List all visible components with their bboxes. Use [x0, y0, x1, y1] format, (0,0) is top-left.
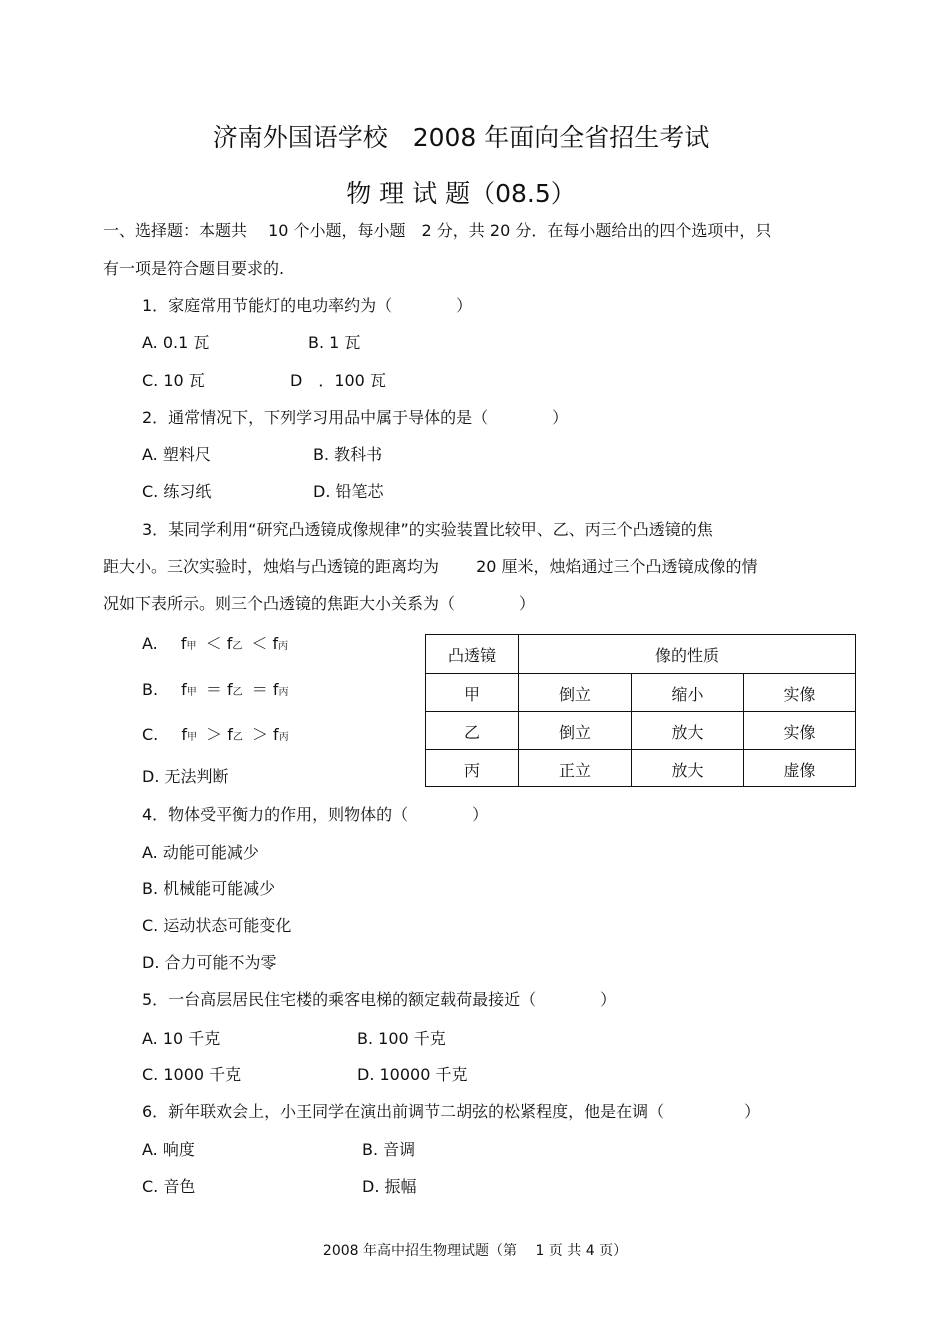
table-cell: 实像	[744, 674, 856, 712]
table-cell: 甲	[426, 674, 519, 712]
q3-option-c: C. f甲 ＞ f乙 ＞ f丙	[142, 725, 289, 744]
q3-option-a: A. f甲 ＜ f乙 ＜ f丙	[142, 634, 289, 653]
table-header-cell: 凸透镜	[426, 635, 519, 674]
table-row	[426, 750, 856, 787]
q3-option-b: B. f甲 ＝ f乙 ＝ f丙	[142, 680, 289, 699]
page-footer: 2008 年高中招生物理试题（第 1 页 共 4 页）	[322, 1243, 628, 1259]
q4-option-b: B. 机械能可能减少	[142, 879, 276, 898]
option-label: B.	[142, 680, 159, 699]
table-row	[426, 712, 856, 750]
q2-option-c: C. 练习纸	[142, 482, 212, 501]
table-cell: 倒立	[519, 712, 632, 750]
q6-option-d: D. 振幅	[362, 1177, 417, 1196]
table-header-cell: 像的性质	[519, 635, 856, 674]
q6-option-b: B. 音调	[362, 1140, 416, 1159]
q1-stem: 1．家庭常用节能灯的电功率约为（ ）	[142, 296, 473, 315]
q3-stem-line2: 距大小。三次实验时，烛焰与凸透镜的距离均为 20 厘米，烛焰通过三个凸透镜成像的情	[103, 557, 758, 576]
q5-option-a: A. 10 千克	[142, 1029, 221, 1048]
table-cell: 乙	[426, 712, 519, 750]
table-cell: 倒立	[519, 674, 632, 712]
q4-option-d: D. 合力可能不为零	[142, 953, 277, 972]
option-label: C.	[142, 725, 159, 744]
q5-stem: 5．一台高层居民住宅楼的乘客电梯的额定载荷最接近（ ）	[142, 990, 617, 1009]
q6-option-a: A. 响度	[142, 1140, 195, 1159]
option-label: A.	[142, 634, 158, 653]
table-cell: 放大	[632, 750, 744, 787]
table-cell: 丙	[426, 750, 519, 787]
q2-option-d: D. 铅笔芯	[313, 482, 384, 501]
q5-option-b: B. 100 千克	[357, 1029, 446, 1048]
table-cell: 实像	[744, 712, 856, 750]
table-cell: 虚像	[744, 750, 856, 787]
exam-title: 济南外国语学校 2008 年面向全省招生考试	[212, 123, 710, 152]
q5-option-c: C. 1000 千克	[142, 1065, 242, 1084]
lens-table	[425, 634, 856, 787]
q4-option-c: C. 运动状态可能变化	[142, 916, 292, 935]
section-instructions-line1: 一、选择题：本题共 10 个小题，每小题 2 分，共 20 分．在每小题给出的四个选项中，只	[103, 221, 772, 240]
q2-stem: 2．通常情况下，下列学习用品中属于导体的是（ ）	[142, 408, 569, 427]
q2-option-b: B. 教科书	[313, 445, 383, 464]
table-header-row	[426, 635, 856, 674]
q1-option-a: A. 0.1 瓦	[142, 333, 210, 352]
table-row	[426, 674, 856, 712]
table-cell: 缩小	[632, 674, 744, 712]
q4-option-a: A. 动能可能减少	[142, 843, 259, 862]
q5-option-d: D. 10000 千克	[357, 1065, 468, 1084]
q3-option-d: D. 无法判断	[142, 767, 229, 786]
q1-option-b: B. 1 瓦	[308, 333, 361, 352]
q6-option-c: C. 音色	[142, 1177, 196, 1196]
section-instructions-line2: 有一项是符合题目要求的.	[103, 259, 285, 278]
q2-option-a: A. 塑料尺	[142, 445, 211, 464]
q3-stem-line1: 3．某同学利用“研究凸透镜成像规律”的实验装置比较甲、乙、丙三个凸透镜的焦	[142, 520, 713, 539]
q4-stem: 4．物体受平衡力的作用，则物体的（ ）	[142, 805, 489, 824]
q1-option-d: D ．100 瓦	[290, 371, 386, 390]
q6-stem: 6．新年联欢会上，小王同学在演出前调节二胡弦的松紧程度，他是在调（ ）	[142, 1102, 761, 1121]
table-cell: 放大	[632, 712, 744, 750]
q1-option-c: C. 10 瓦	[142, 371, 205, 390]
q3-stem-line3: 况如下表所示。则三个凸透镜的焦距大小关系为（ ）	[103, 594, 536, 613]
table-cell: 正立	[519, 750, 632, 787]
exam-subtitle: 物 理 试 题（08.5）	[346, 179, 576, 208]
